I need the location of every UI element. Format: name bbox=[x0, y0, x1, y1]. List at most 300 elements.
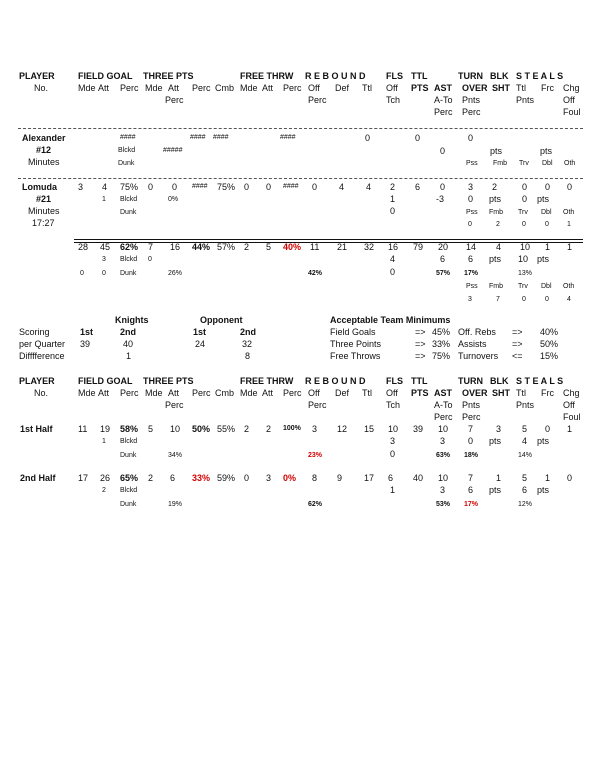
stat: 10 bbox=[438, 473, 449, 483]
stat: 4 bbox=[339, 182, 345, 192]
opponent-label: Opponent bbox=[200, 315, 243, 325]
divider bbox=[18, 178, 583, 179]
dbl-label: Dbl bbox=[542, 160, 553, 167]
stat: 0 bbox=[522, 296, 526, 303]
half-label: 1st Half bbox=[20, 424, 53, 434]
stat: 40% bbox=[283, 242, 302, 252]
stat: 3 bbox=[440, 436, 446, 446]
header-label: SHT bbox=[492, 83, 510, 93]
header-label: Perc bbox=[434, 412, 453, 422]
stat: 0 bbox=[522, 194, 528, 204]
stat: 7 bbox=[148, 242, 154, 252]
header-label: Off bbox=[386, 388, 398, 398]
header-label: FIELD GOAL bbox=[78, 71, 133, 81]
stat: 45 bbox=[100, 242, 111, 252]
stat: 14 bbox=[466, 242, 477, 252]
header-label: SHT bbox=[492, 388, 510, 398]
stat: pts bbox=[537, 436, 550, 446]
stat: 0% bbox=[283, 473, 297, 483]
stat: Dbl bbox=[541, 209, 552, 216]
stat: 62% bbox=[120, 242, 139, 252]
header-label: Perc bbox=[283, 388, 302, 398]
stat: 0 bbox=[390, 449, 396, 459]
stat: 3 bbox=[468, 182, 474, 192]
header-label: Mde bbox=[240, 83, 258, 93]
header-label: Off bbox=[308, 388, 320, 398]
stat: 0 bbox=[80, 270, 84, 277]
header-label: AST bbox=[434, 388, 452, 398]
stat: 4 bbox=[567, 296, 571, 303]
stat: 0 bbox=[545, 182, 551, 192]
player-name: Lomuda bbox=[22, 182, 57, 192]
header-label: Foul bbox=[563, 107, 581, 117]
stat: 17 bbox=[78, 473, 89, 483]
stat: 5 bbox=[148, 424, 154, 434]
stat: 23% bbox=[308, 452, 323, 459]
stat: 6 bbox=[440, 254, 446, 264]
stat: 2 bbox=[390, 182, 396, 192]
stat: 2 bbox=[244, 242, 250, 252]
stat: 15 bbox=[364, 424, 375, 434]
min-label: Three Points bbox=[330, 339, 382, 349]
stat: 0 bbox=[545, 424, 551, 434]
fls: 0 bbox=[415, 133, 421, 143]
stat: 19% bbox=[168, 501, 183, 508]
diff-value: 1 bbox=[126, 351, 132, 361]
pts-label: pts bbox=[490, 146, 503, 156]
stat: 17% bbox=[464, 270, 479, 277]
stat: pts bbox=[489, 436, 502, 446]
stat: 6 bbox=[415, 182, 421, 192]
stat: 0 bbox=[522, 221, 526, 228]
stat: 1 bbox=[567, 242, 573, 252]
stat: 10 bbox=[438, 424, 449, 434]
stat: 57% bbox=[436, 270, 451, 277]
player-number: #21 bbox=[36, 194, 52, 204]
stat: 5 bbox=[266, 242, 272, 252]
header-label: Def bbox=[335, 388, 350, 398]
header-label: FREE THRW bbox=[240, 376, 294, 386]
header-label: Perc bbox=[120, 83, 139, 93]
stat: 0% bbox=[168, 196, 179, 203]
header-label: S T E A L S bbox=[516, 71, 564, 81]
header-label: R E B O U N D bbox=[305, 376, 366, 386]
stat: 7 bbox=[468, 424, 474, 434]
header-label: Att bbox=[168, 83, 180, 93]
fg-perc: #### bbox=[120, 134, 136, 141]
stat: 0 bbox=[172, 182, 178, 192]
stat: 4 bbox=[496, 242, 502, 252]
header-label: R E B O U N D bbox=[305, 71, 366, 81]
stat: Trv bbox=[518, 209, 528, 216]
stat: Pss bbox=[466, 283, 478, 290]
header-label: No. bbox=[34, 388, 49, 398]
stat: 2 bbox=[148, 473, 154, 483]
stat: 19 bbox=[100, 424, 111, 434]
header-label: Off bbox=[563, 95, 575, 105]
stat: 0 bbox=[390, 206, 396, 216]
header-label: FIELD GOAL bbox=[78, 376, 133, 386]
stat: 42% bbox=[308, 270, 323, 277]
stat: 6 bbox=[388, 473, 394, 483]
stat: 63% bbox=[436, 452, 451, 459]
stat: 10 bbox=[520, 242, 531, 252]
header-label: BLK bbox=[490, 376, 509, 386]
stat: 0 bbox=[312, 182, 318, 192]
tp-hash: ##### bbox=[163, 147, 183, 154]
stat: 65% bbox=[120, 473, 139, 483]
player-name: Alexander bbox=[22, 133, 66, 143]
header-label: FREE THRW bbox=[240, 71, 294, 81]
stat: Blckd bbox=[120, 196, 138, 203]
header-label: Att bbox=[262, 83, 274, 93]
stat: pts bbox=[537, 194, 550, 204]
stat: 79 bbox=[413, 242, 424, 252]
header-label: OVER bbox=[462, 83, 488, 93]
stat: 3 bbox=[312, 424, 318, 434]
scoring-label: Scoring bbox=[19, 327, 50, 337]
stat: 12 bbox=[337, 424, 348, 434]
header-label: S T E A L S bbox=[516, 376, 564, 386]
header-label: Off bbox=[386, 83, 398, 93]
stat: pts bbox=[489, 194, 502, 204]
header-label: Pnts bbox=[516, 400, 535, 410]
header-label: Frc bbox=[541, 388, 554, 398]
stat: pts bbox=[489, 254, 502, 264]
q-second: 2nd bbox=[240, 327, 257, 337]
header-label: Cmb bbox=[215, 388, 235, 398]
header-label: Perc bbox=[192, 83, 211, 93]
stat: 10 bbox=[388, 424, 399, 434]
knights-q2: 40 bbox=[123, 339, 134, 349]
header-label: Mde bbox=[78, 83, 96, 93]
header-label: Perc bbox=[165, 95, 184, 105]
stat: 0 bbox=[468, 436, 474, 446]
min-arrow: => bbox=[512, 327, 523, 337]
stat: 18% bbox=[464, 452, 479, 459]
header-label: Perc bbox=[462, 107, 481, 117]
header-label: PTS bbox=[411, 388, 429, 398]
stat: 5 bbox=[522, 473, 528, 483]
diff-value: 8 bbox=[245, 351, 251, 361]
header-label: TURN bbox=[458, 71, 483, 81]
ast: 0 bbox=[440, 146, 446, 156]
stat: 55% bbox=[217, 424, 236, 434]
header-label: Mde bbox=[145, 83, 163, 93]
stat: Blckd bbox=[120, 487, 138, 494]
totals-rule bbox=[74, 239, 583, 240]
stat: 17% bbox=[464, 501, 479, 508]
min-label: Field Goals bbox=[330, 327, 376, 337]
stat: 6 bbox=[468, 254, 474, 264]
knights-q1: 39 bbox=[80, 339, 91, 349]
header-label: Att bbox=[168, 388, 180, 398]
stat: 11 bbox=[78, 424, 88, 434]
player-number: #12 bbox=[36, 145, 52, 155]
stat: 59% bbox=[217, 473, 236, 483]
stat: 4 bbox=[522, 436, 528, 446]
stat: Dunk bbox=[120, 452, 137, 459]
min-label: Assists bbox=[458, 339, 487, 349]
stat: 3 bbox=[102, 256, 106, 263]
stat: 26 bbox=[100, 473, 111, 483]
stat: 0 bbox=[390, 267, 396, 277]
stat: 1 bbox=[102, 438, 106, 445]
header-label: Pnts bbox=[516, 95, 535, 105]
stat: Blckd bbox=[120, 438, 138, 445]
stat: 57% bbox=[217, 242, 236, 252]
fmb-label: Fmb bbox=[493, 160, 507, 167]
stat: Dbl bbox=[541, 283, 552, 290]
dunk-label: Dunk bbox=[118, 160, 135, 167]
stat: Fmb bbox=[489, 209, 503, 216]
stat: -3 bbox=[436, 194, 445, 204]
stat: 3 bbox=[390, 436, 396, 446]
header-label: THREE PTS bbox=[143, 71, 194, 81]
stat: 0 bbox=[102, 270, 106, 277]
min-arrow: => bbox=[415, 351, 426, 361]
stat: 1 bbox=[390, 485, 396, 495]
stat: 0 bbox=[567, 473, 573, 483]
stat: Dunk bbox=[120, 501, 137, 508]
header-label: Off bbox=[308, 83, 320, 93]
stat: 1 bbox=[567, 424, 573, 434]
header-label: TURN bbox=[458, 376, 483, 386]
stat: 3 bbox=[440, 485, 446, 495]
header-label: Mde bbox=[78, 388, 96, 398]
stat: 28 bbox=[78, 242, 89, 252]
stat: 10 bbox=[518, 254, 529, 264]
stat: 0 bbox=[468, 194, 474, 204]
difference-label: Difffference bbox=[19, 351, 65, 361]
divider bbox=[18, 128, 583, 129]
stat: 0 bbox=[545, 221, 549, 228]
stat: 20 bbox=[438, 242, 449, 252]
stat: 11 bbox=[310, 242, 320, 252]
stat: 0 bbox=[522, 182, 528, 192]
stat: 75% bbox=[217, 182, 236, 192]
stat: 1 bbox=[102, 196, 106, 203]
stat: 53% bbox=[436, 501, 451, 508]
stat: 26% bbox=[168, 270, 183, 277]
stat: 32 bbox=[364, 242, 375, 252]
q-first: 1st bbox=[193, 327, 207, 337]
minutes-value: 17:27 bbox=[32, 218, 55, 228]
stat: 3 bbox=[468, 296, 472, 303]
stat: #### bbox=[283, 183, 299, 190]
stat: 4 bbox=[366, 182, 372, 192]
stat: 21 bbox=[337, 242, 348, 252]
stat: 100% bbox=[283, 425, 301, 432]
stat: 33% bbox=[192, 473, 211, 483]
header-label: Ttl bbox=[516, 83, 526, 93]
turn: 0 bbox=[468, 133, 474, 143]
stat: 13% bbox=[518, 270, 533, 277]
header-label: Ttl bbox=[362, 388, 372, 398]
stat: 6 bbox=[170, 473, 176, 483]
stat: 62% bbox=[308, 501, 323, 508]
oth-label: Oth bbox=[564, 160, 576, 167]
per-quarter-label: per Quarter bbox=[19, 339, 66, 349]
stat: 0 bbox=[244, 182, 250, 192]
opponent-q2: 32 bbox=[242, 339, 253, 349]
pss-label: Pss bbox=[466, 160, 478, 167]
stat: 1 bbox=[496, 473, 502, 483]
stat: 16 bbox=[388, 242, 399, 252]
header-label: Att bbox=[98, 83, 110, 93]
stat: 2 bbox=[244, 424, 250, 434]
min-arrow: <= bbox=[512, 351, 523, 361]
stat: 1 bbox=[390, 194, 396, 204]
stat: 7 bbox=[468, 473, 474, 483]
stat: Pss bbox=[466, 209, 478, 216]
stat: 3 bbox=[266, 473, 272, 483]
header-label: Perc bbox=[308, 400, 327, 410]
stat: 7 bbox=[496, 296, 500, 303]
stat: 4 bbox=[102, 182, 108, 192]
min-value: 15% bbox=[540, 351, 559, 361]
min-label: Turnovers bbox=[458, 351, 499, 361]
blckd-label: Blckd bbox=[118, 147, 136, 154]
header-label: Att bbox=[262, 388, 274, 398]
stat: 0 bbox=[266, 182, 272, 192]
stat: 8 bbox=[312, 473, 318, 483]
stat: 0 bbox=[148, 256, 152, 263]
min-value: 45% bbox=[432, 327, 451, 337]
header-label: TTL bbox=[411, 376, 428, 386]
header-label: Def bbox=[335, 83, 350, 93]
min-value: 75% bbox=[432, 351, 451, 361]
min-value: 33% bbox=[432, 339, 451, 349]
stat: 50% bbox=[192, 424, 211, 434]
min-arrow: => bbox=[415, 339, 426, 349]
header-label: Off bbox=[563, 400, 575, 410]
stat: 40 bbox=[413, 473, 424, 483]
pts-label: pts bbox=[540, 146, 553, 156]
header-label: Perc bbox=[308, 95, 327, 105]
header-label: TTL bbox=[411, 71, 428, 81]
stat: 34% bbox=[168, 452, 183, 459]
stat: 2 bbox=[492, 182, 498, 192]
stat: #### bbox=[192, 183, 208, 190]
stat: 14% bbox=[518, 452, 533, 459]
stat: 2 bbox=[102, 487, 106, 494]
stat: 2 bbox=[496, 221, 500, 228]
stat: 1 bbox=[567, 221, 571, 228]
header-label: Cmb bbox=[215, 83, 235, 93]
stat: 16 bbox=[170, 242, 181, 252]
stat: Oth bbox=[563, 209, 575, 216]
q-second: 2nd bbox=[120, 327, 137, 337]
stat: Oth bbox=[563, 283, 575, 290]
header-label: Perc bbox=[120, 388, 139, 398]
header-label: Foul bbox=[563, 412, 581, 422]
stat: pts bbox=[537, 485, 550, 495]
header-label: Perc bbox=[165, 400, 184, 410]
header-label: PLAYER bbox=[19, 376, 55, 386]
stat: 75% bbox=[120, 182, 139, 192]
min-arrow: => bbox=[415, 327, 426, 337]
header-label: Mde bbox=[240, 388, 258, 398]
stat: Dunk bbox=[120, 209, 137, 216]
header-label: Perc bbox=[283, 83, 302, 93]
header-label: Mde bbox=[145, 388, 163, 398]
header-label: Tch bbox=[386, 400, 401, 410]
stat: 0 bbox=[440, 182, 446, 192]
minutes-label: Minutes bbox=[28, 206, 60, 216]
stat: 1 bbox=[545, 473, 551, 483]
header-label: BLK bbox=[490, 71, 509, 81]
header-label: THREE PTS bbox=[143, 376, 194, 386]
header-label: AST bbox=[434, 83, 452, 93]
tp-perc: #### bbox=[190, 134, 206, 141]
min-value: 40% bbox=[540, 327, 559, 337]
header-label: Perc bbox=[462, 412, 481, 422]
header-label: Frc bbox=[541, 83, 554, 93]
stat: 6 bbox=[522, 485, 528, 495]
header-label: FLS bbox=[386, 376, 403, 386]
header-label: OVER bbox=[462, 388, 488, 398]
stat: 4 bbox=[390, 254, 396, 264]
header-label: Chg bbox=[563, 388, 580, 398]
q-first: 1st bbox=[80, 327, 94, 337]
stat: 0 bbox=[545, 296, 549, 303]
stat: pts bbox=[489, 485, 502, 495]
stat: Dunk bbox=[120, 270, 137, 277]
stat: Trv bbox=[518, 283, 528, 290]
stat: pts bbox=[537, 254, 550, 264]
stat: 3 bbox=[496, 424, 502, 434]
header-label: Pnts bbox=[462, 95, 481, 105]
min-value: 50% bbox=[540, 339, 559, 349]
header-label: PTS bbox=[411, 83, 429, 93]
stat: 5 bbox=[522, 424, 528, 434]
minimums-title: Acceptable Team Minimums bbox=[330, 315, 451, 325]
header-label: Pnts bbox=[462, 400, 481, 410]
header-label: Ttl bbox=[516, 388, 526, 398]
minutes-label: Minutes bbox=[28, 157, 60, 167]
stat: 0 bbox=[567, 182, 573, 192]
header-label: Tch bbox=[386, 95, 401, 105]
header-label: Ttl bbox=[362, 83, 372, 93]
stat: Fmb bbox=[489, 283, 503, 290]
trv-label: Trv bbox=[519, 160, 529, 167]
stat: 44% bbox=[192, 242, 211, 252]
opponent-q1: 24 bbox=[195, 339, 206, 349]
header-label: Perc bbox=[434, 107, 453, 117]
stat: 6 bbox=[468, 485, 474, 495]
stat: 39 bbox=[413, 424, 424, 434]
stat: 0 bbox=[244, 473, 250, 483]
header-label: A-To bbox=[434, 400, 453, 410]
header-label: No. bbox=[34, 83, 49, 93]
header-label: PLAYER bbox=[19, 71, 55, 81]
header-label: A-To bbox=[434, 95, 453, 105]
stat: 2 bbox=[266, 424, 272, 434]
min-arrow: => bbox=[512, 339, 523, 349]
header-label: Perc bbox=[192, 388, 211, 398]
half-label: 2nd Half bbox=[20, 473, 56, 483]
stat: 3 bbox=[78, 182, 84, 192]
stat: 0 bbox=[148, 182, 154, 192]
stat: 12% bbox=[518, 501, 533, 508]
stat: 9 bbox=[337, 473, 343, 483]
cmb-perc: #### bbox=[213, 134, 229, 141]
stat: Blckd bbox=[120, 256, 138, 263]
header-label: FLS bbox=[386, 71, 403, 81]
min-label: Free Throws bbox=[330, 351, 381, 361]
stat: 17 bbox=[364, 473, 375, 483]
